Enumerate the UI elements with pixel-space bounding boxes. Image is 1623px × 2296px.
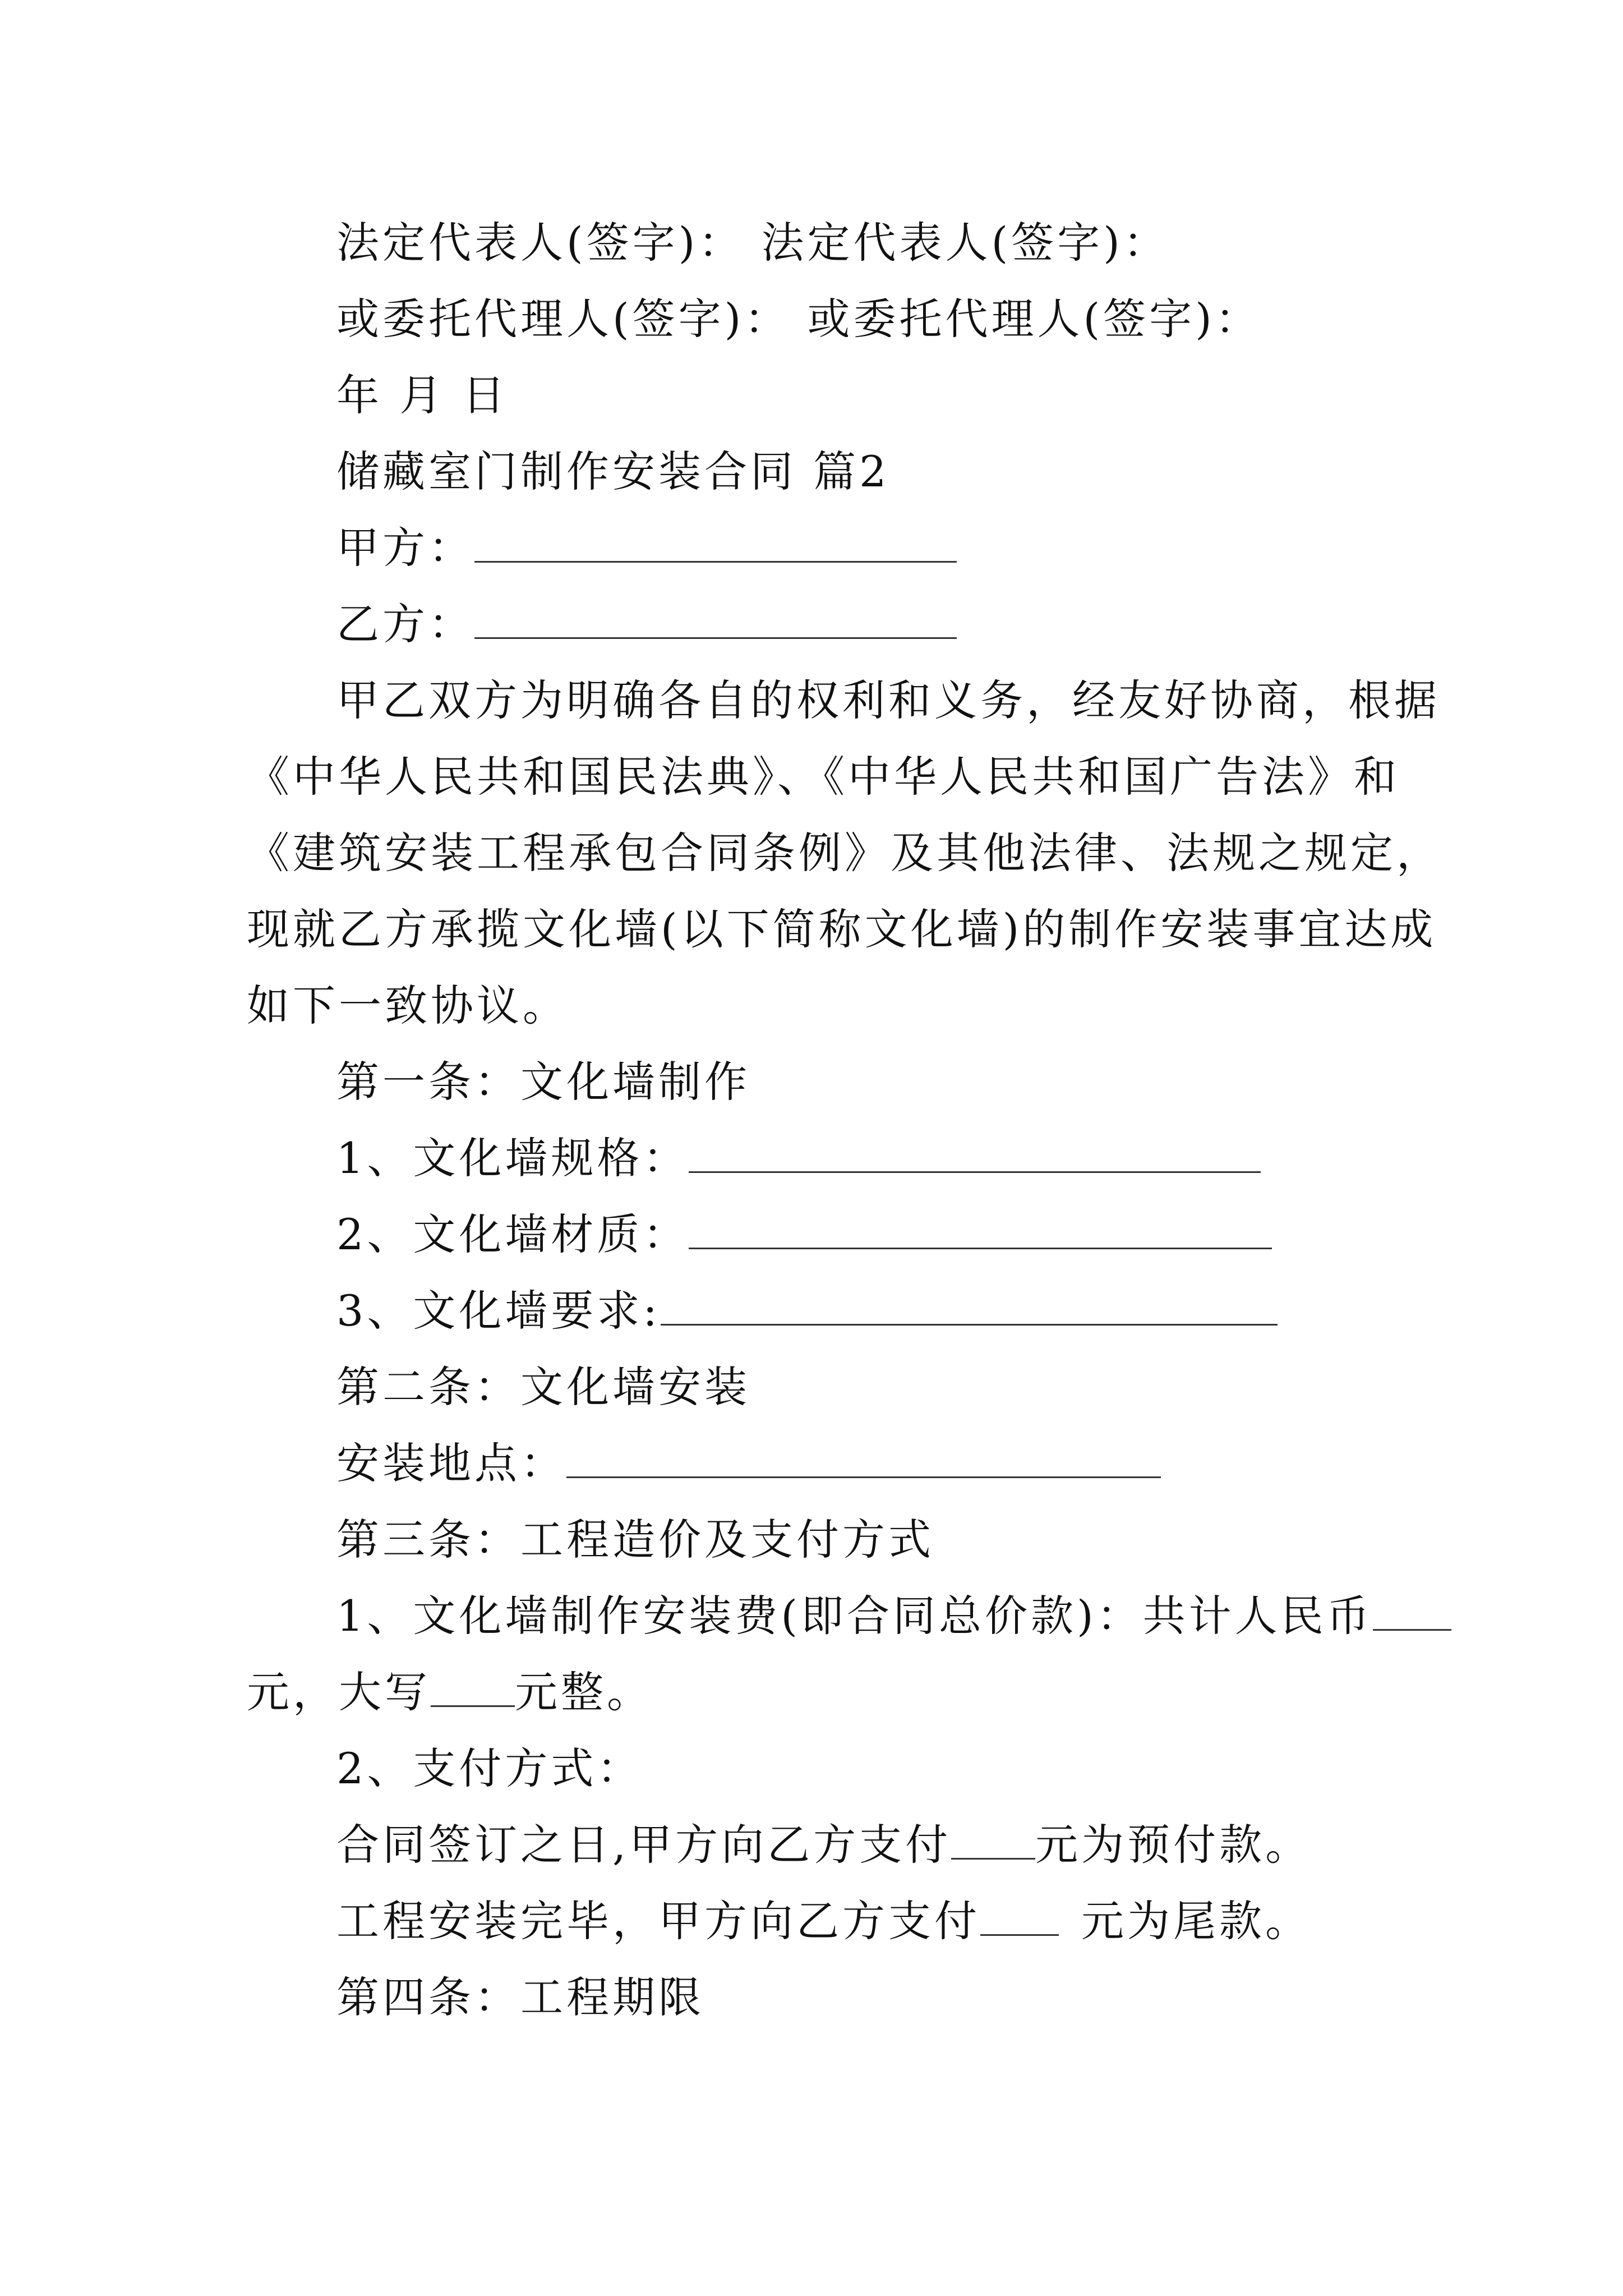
article-3-heading-text: 第三条：工程造价及支付方式 — [336, 1515, 934, 1565]
date-line — [336, 370, 1481, 420]
party-a-line — [336, 523, 1481, 573]
article-4-heading-text: 第四条：工程期限 — [336, 1972, 704, 2022]
wall-material-line — [336, 1209, 1481, 1259]
preamble-line-1 — [336, 675, 1481, 725]
signature-line-representative — [336, 218, 1481, 268]
wall-spec-blank — [689, 1140, 1261, 1173]
uppercase-amount-suffix: 元整。 — [515, 1667, 653, 1717]
party-b-blank — [474, 606, 957, 639]
install-location-line — [336, 1438, 1481, 1488]
signature-representative-text: 法定代表人(签字)： 法定代表人(签字)： — [336, 218, 1169, 268]
install-location-blank — [566, 1445, 1161, 1478]
final-payment-prefix: 工程安装完毕，甲方向乙方支付 — [336, 1896, 980, 1946]
final-payment-suffix: 元为尾款。 — [1081, 1896, 1311, 1946]
wall-spec-line — [336, 1133, 1481, 1183]
final-payment-blank — [980, 1903, 1059, 1936]
preamble-line-2 — [247, 752, 1400, 802]
preamble-line-3 — [247, 828, 1442, 878]
party-b-line — [336, 599, 1481, 649]
wall-material-label: 2、文化墙材质： — [336, 1209, 689, 1259]
party-b-label: 乙方： — [336, 599, 474, 649]
final-payment-line — [336, 1896, 1481, 1946]
article-2-heading — [336, 1362, 1481, 1412]
prepayment-blank — [951, 1826, 1035, 1860]
preamble-text-1: 甲乙双方为明确各自的权利和义务，经友好协商，根据 — [336, 675, 1440, 725]
uppercase-amount-blank — [431, 1674, 515, 1707]
article-3-heading — [336, 1515, 1481, 1565]
party-a-blank — [474, 530, 957, 563]
payment-method-heading — [336, 1743, 1481, 1793]
preamble-text-3: 《建筑安装工程承包合同条例》及其他法律、法规之规定， — [247, 828, 1442, 878]
wall-spec-label: 1、文化墙规格： — [336, 1133, 689, 1183]
prepayment-line — [336, 1820, 1481, 1870]
article-4-heading — [336, 1972, 1481, 2022]
article-2-heading-text: 第二条：文化墙安装 — [336, 1362, 750, 1412]
article-1-heading-text: 第一条：文化墙制作 — [336, 1057, 750, 1107]
prepayment-prefix: 合同签订之日,甲方向乙方支付 — [336, 1820, 952, 1870]
section-title — [336, 447, 1481, 496]
total-price-text: 1、文化墙制作安装费(即合同总价款)：共计人民币 — [336, 1591, 1373, 1641]
party-a-label: 甲方： — [336, 523, 474, 573]
preamble-line-4 — [247, 904, 1437, 954]
preamble-text-2: 《中华人民共和国民法典》、《中华人民共和国广告法》和 — [247, 752, 1400, 802]
total-price-line-2 — [247, 1667, 1391, 1717]
preamble-text-4: 现就乙方承揽文化墙(以下简称文化墙)的制作安装事宜达成 — [247, 904, 1437, 954]
payment-method-text: 2、支付方式： — [336, 1743, 643, 1793]
wall-requirement-line — [336, 1286, 1481, 1336]
signature-line-agent — [336, 294, 1481, 344]
section-title-text: 储藏室门制作安装合同 篇2 — [336, 447, 890, 496]
wall-material-blank — [689, 1216, 1272, 1249]
prepayment-suffix: 元为预付款。 — [1035, 1820, 1312, 1870]
preamble-text-5: 如下一致协议。 — [247, 981, 569, 1030]
signature-agent-text: 或委托代理人(签字)： 或委托代理人(签字)： — [336, 294, 1261, 344]
wall-requirement-blank — [661, 1292, 1278, 1326]
preamble-line-5 — [247, 981, 1391, 1030]
total-price-line — [336, 1591, 1481, 1641]
date-text: 年 月 日 — [336, 370, 509, 420]
wall-requirement-label: 3、文化墙要求: — [336, 1286, 661, 1336]
uppercase-amount-label: 元，大写 — [247, 1667, 431, 1717]
install-location-label: 安装地点： — [336, 1438, 566, 1488]
total-price-blank — [1373, 1598, 1451, 1631]
article-1-heading — [336, 1057, 1481, 1107]
